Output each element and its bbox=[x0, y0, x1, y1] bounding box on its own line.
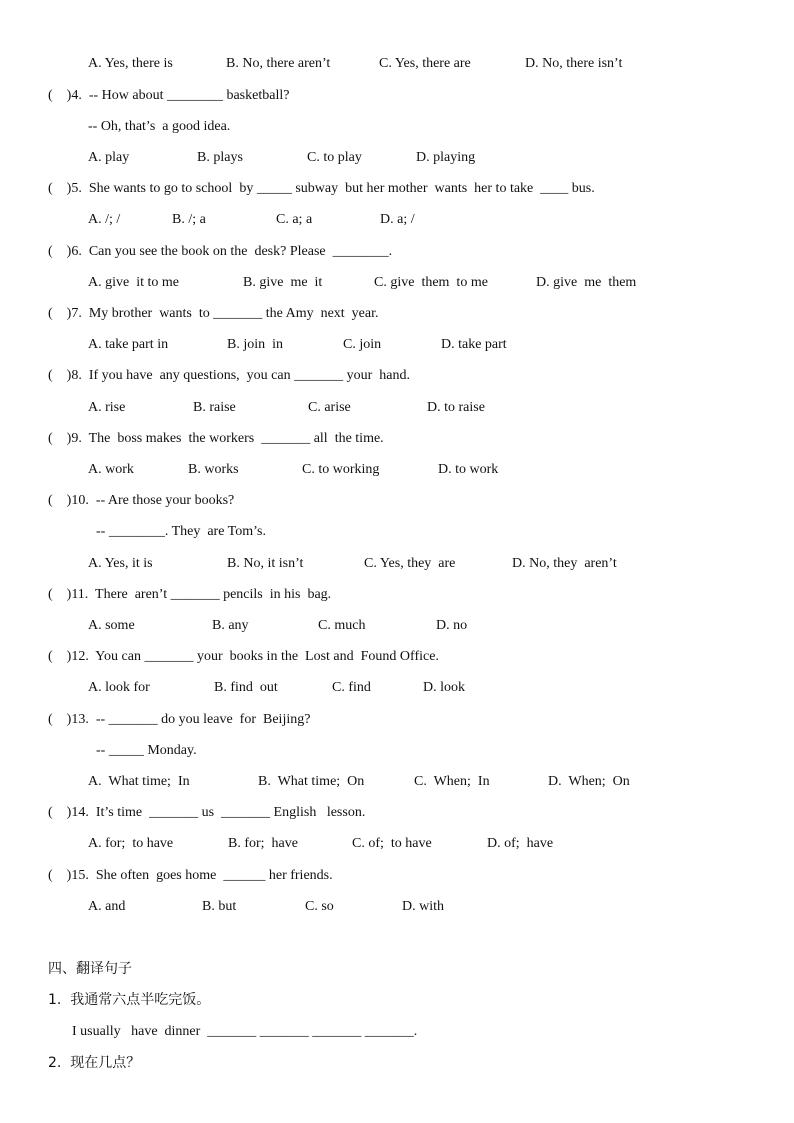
option: D. When; On bbox=[548, 774, 630, 789]
option: B. but bbox=[202, 899, 237, 914]
option: C. much bbox=[318, 618, 366, 633]
option: C. arise bbox=[308, 400, 351, 415]
question-stem: ( )4. -- How about ________ basketball? bbox=[48, 88, 290, 103]
option: B. No, there aren’t bbox=[226, 56, 331, 71]
question-stem: ( )8. If you have any questions, you can _______ your hand. bbox=[48, 368, 410, 383]
option: B. What time; On bbox=[258, 774, 365, 789]
option: D. of; have bbox=[487, 836, 554, 851]
question-sub: -- _____ Monday. bbox=[96, 743, 197, 758]
section-title: 四、翻译句子 bbox=[48, 961, 132, 977]
option: A. some bbox=[88, 618, 135, 633]
option: D. No, they aren’t bbox=[512, 556, 617, 571]
option: A. for; to have bbox=[88, 836, 174, 851]
option: D. look bbox=[423, 680, 465, 695]
option: D. playing bbox=[416, 150, 476, 165]
option: B. give me it bbox=[243, 275, 323, 290]
option: A. and bbox=[88, 899, 126, 914]
option: D. No, there isn’t bbox=[525, 56, 623, 71]
option: A. play bbox=[88, 150, 130, 165]
option: C. to working bbox=[302, 462, 380, 477]
translation-answer-line: I usually have dinner _______ _______ _______ _______. bbox=[72, 1024, 418, 1039]
option: D. no bbox=[436, 618, 468, 633]
option: B. /; a bbox=[172, 212, 206, 227]
question-stem: ( )15. She often goes home ______ her friends. bbox=[48, 868, 333, 883]
option: A. take part in bbox=[88, 337, 169, 352]
option: C. so bbox=[305, 899, 334, 914]
option: C. join bbox=[343, 337, 382, 352]
question-stem: ( )6. Can you see the book on the desk? Please ________. bbox=[48, 244, 393, 259]
option: C. of; to have bbox=[352, 836, 432, 851]
option: B. join in bbox=[227, 337, 284, 352]
option: C. find bbox=[332, 680, 371, 695]
question-sub: -- Oh, that’s a good idea. bbox=[88, 119, 231, 134]
option: B. No, it isn’t bbox=[227, 556, 304, 571]
option: C. give them to me bbox=[374, 275, 488, 290]
question-stem: ( )13. -- _______ do you leave for Beijing? bbox=[48, 712, 311, 727]
option: C. When; In bbox=[414, 774, 490, 789]
option: A. give it to me bbox=[88, 275, 179, 290]
option: B. any bbox=[212, 618, 249, 633]
option: C. Yes, there are bbox=[379, 56, 471, 71]
option: A. rise bbox=[88, 400, 126, 415]
question-stem: ( )7. My brother wants to _______ the Amy next year. bbox=[48, 306, 379, 321]
option: D. give me them bbox=[536, 275, 637, 290]
option: D. a; / bbox=[380, 212, 415, 227]
option: C. a; a bbox=[276, 212, 313, 227]
option: A. work bbox=[88, 462, 134, 477]
option: A. Yes, there is bbox=[88, 56, 173, 71]
option: D. to raise bbox=[427, 400, 485, 415]
question-stem: ( )5. She wants to go to school by _____ subway but her mother wants her to take ____ bus. bbox=[48, 181, 595, 196]
question-stem: ( )14. It’s time _______ us _______ English lesson. bbox=[48, 805, 366, 820]
option: B. works bbox=[188, 462, 239, 477]
option: B. plays bbox=[197, 150, 243, 165]
translation-prompt: 1. 我通常六点半吃完饭。 bbox=[48, 992, 211, 1008]
option: B. raise bbox=[193, 400, 236, 415]
question-stem: ( )10. -- Are those your books? bbox=[48, 493, 235, 508]
option: C. Yes, they are bbox=[364, 556, 456, 571]
option: A. /; / bbox=[88, 212, 121, 227]
option: D. to work bbox=[438, 462, 499, 477]
question-sub: -- ________. They are Tom’s. bbox=[96, 524, 266, 539]
option: D. with bbox=[402, 899, 444, 914]
question-stem: ( )11. There aren’t _______ pencils in his bag. bbox=[48, 587, 332, 602]
option: A. look for bbox=[88, 680, 150, 695]
translation-prompt: 2. 现在几点？ bbox=[48, 1055, 141, 1071]
question-stem: ( )12. You can _______ your books in the Lost and Found Office. bbox=[48, 649, 439, 664]
option: B. find out bbox=[214, 680, 278, 695]
question-stem: ( )9. The boss makes the workers _______ all the time. bbox=[48, 431, 384, 446]
option: A. What time; In bbox=[88, 774, 190, 789]
option: B. for; have bbox=[228, 836, 298, 851]
option: D. take part bbox=[441, 337, 507, 352]
option: A. Yes, it is bbox=[88, 556, 153, 571]
option: C. to play bbox=[307, 150, 362, 165]
